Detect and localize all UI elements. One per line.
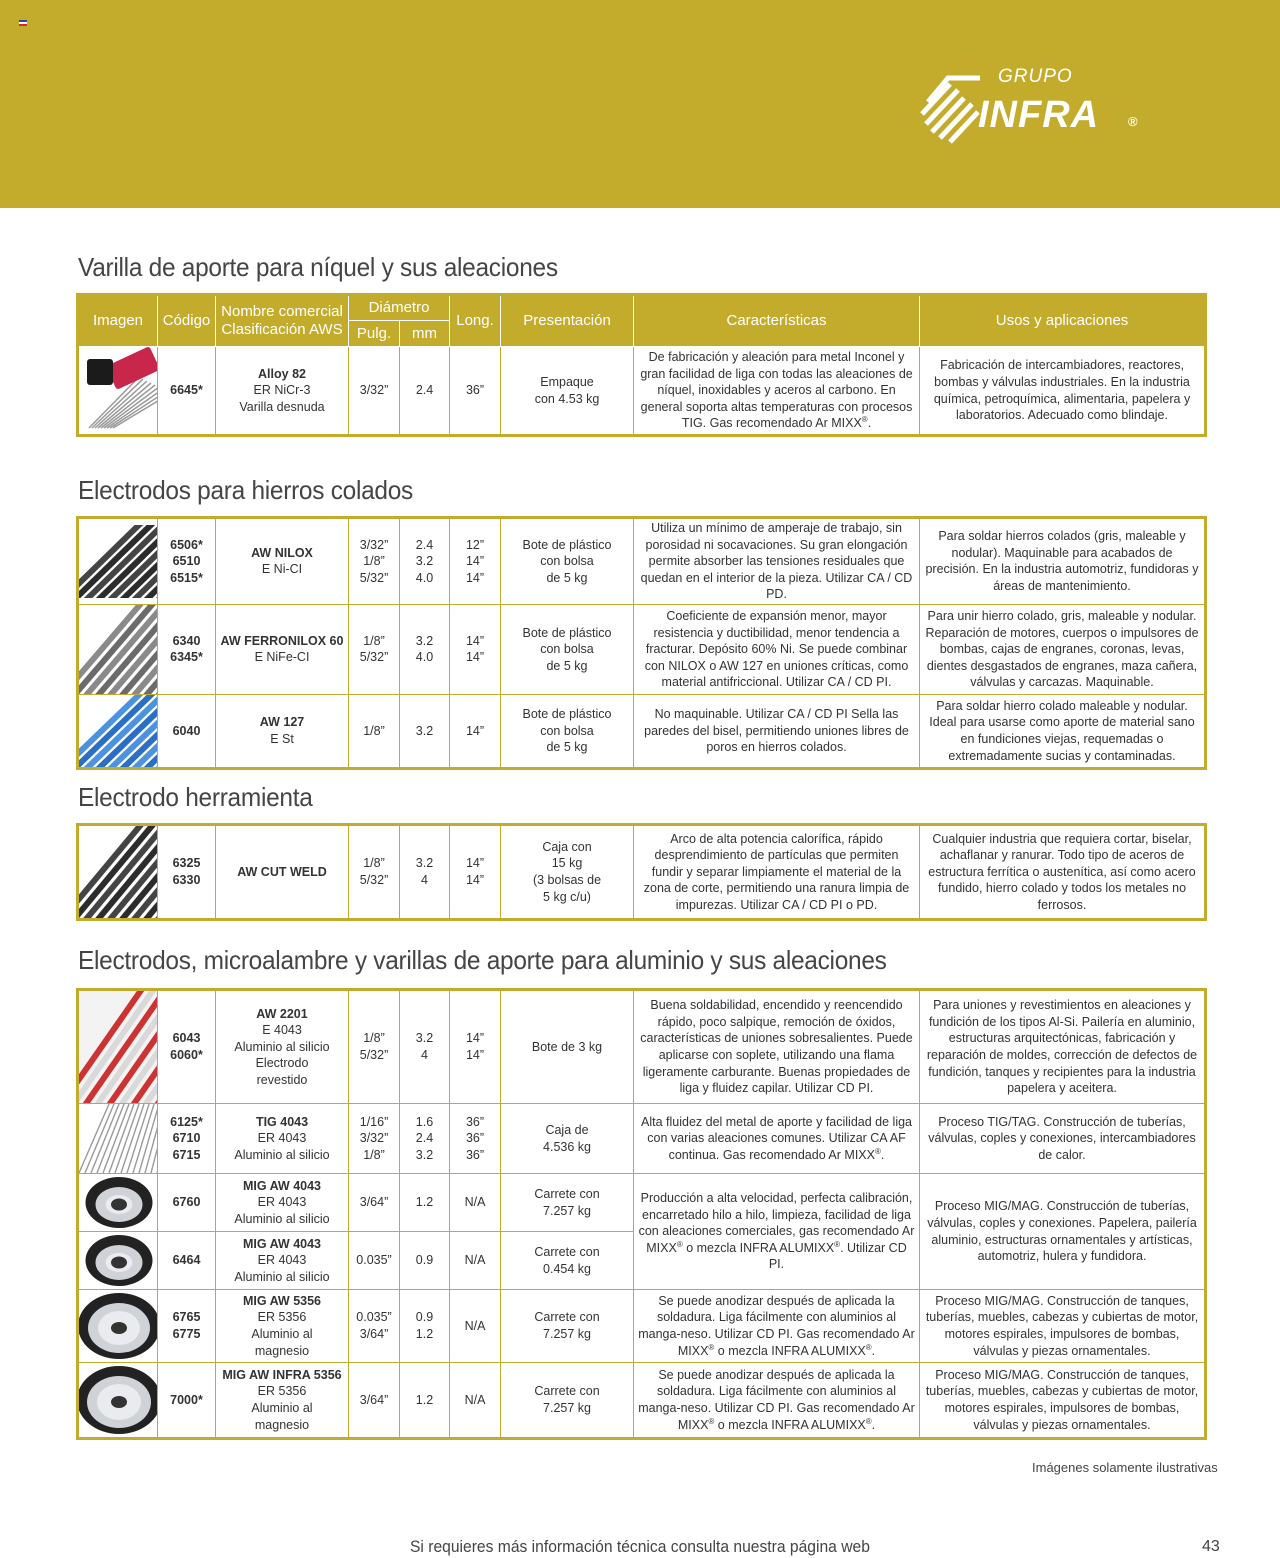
product-image [78,1290,158,1363]
product-image [78,1363,158,1439]
length: N/A [450,1363,501,1439]
presentation: Bote de plástico con bolsa de 5 kg [501,518,634,605]
diameter-pulg: 1/8” [349,694,400,768]
features: De fabricación y aleación para metal Inconel y gran facilidad de liga con todas las aleaciones de níquel, inoxidables y aceros al carbono. En general soporta altas temperaturas con procesos TIG. Gas recomendado Ar MIXX®. [634,347,920,436]
logo-infra-text: INFRA [978,94,1100,136]
product-name: AW FERRONILOX 60 E NiFe-CI [216,604,349,694]
diameter-pulg: 1/16” 3/32” 1/8” [349,1104,400,1174]
length: 14” 14” [450,604,501,694]
diameter-pulg: 1/8” 5/32” [349,990,400,1104]
header-long: Long. [450,295,501,347]
product-image [78,1232,158,1290]
features: Alta fluidez del metal de aporte y facilidad de liga con varias aleaciones comunes. Utilizar CA AF continua. Gas recomendado Ar MIXX®. [634,1104,920,1174]
presentation: Bote de plástico con bolsa de 5 kg [501,604,634,694]
header-usos: Usos y aplicaciones [920,295,1206,347]
header-mm: mm [400,321,450,347]
header-imagen: Imagen [78,295,158,347]
uses: Para soldar hierros colados (gris, maleable y nodular). Maquinable para acabados de precisión. En la industria automotriz, fundidoras y áreas de mantenimiento. [920,518,1206,605]
uses: Proceso MIG/MAG. Construcción de tanques, tuberías, muebles, cabezas y cubiertas de motor, motores espirales, impulsores de bombas, válvulas y piezas ornamentales. [920,1363,1206,1439]
uses: Proceso MIG/MAG. Construcción de tanques, tuberías, muebles, cabezas y cubiertas de motor, motores espirales, impulsores de bombas, válvulas y piezas ornamentales. [920,1290,1206,1363]
product-image [78,518,158,605]
length: 12” 14” 14” [450,518,501,605]
diameter-pulg: 3/32” [349,347,400,436]
language-flag-icon[interactable] [19,20,27,26]
product-name: AW 127 E St [216,694,349,768]
page-number: 43 [1202,1538,1220,1555]
product-name: MIG AW INFRA 5356 ER 5356 Aluminio al magnesio [216,1363,349,1439]
length: 14” 14” [450,825,501,920]
table-row [78,604,1206,694]
table-row [78,1174,1206,1232]
presentation: Bote de plástico con bolsa de 5 kg [501,694,634,768]
presentation: Empaque con 4.53 kg [501,347,634,436]
length: N/A [450,1232,501,1290]
diameter-pulg: 3/64” [349,1363,400,1439]
diameter-mm: 0.9 [400,1232,450,1290]
uses: Proceso TIG/TAG. Construcción de tuberías, válvulas, coples y conexiones, intercambiadores de calor. [920,1104,1206,1174]
product-name: AW 2201 E 4043 Aluminio al silicio Electrodo revestido [216,990,349,1104]
product-codes: 6760 [158,1174,216,1232]
features: Se puede anodizar después de aplicada la soldadura. Liga fácilmente con aluminios al manga-neso. Utilizar CD PI. Gas recomendado Ar MIXX® o mezcla INFRA ALUMIXX®. [634,1363,920,1439]
product-image [78,1104,158,1174]
presentation: Carrete con 0.454 kg [501,1232,634,1290]
product-name: MIG AW 4043 ER 4043 Aluminio al silicio [216,1232,349,1290]
length: 36” 36” 36” [450,1104,501,1174]
header-nombre: Nombre comercial Clasificación AWS [216,295,349,347]
aluminum-table [76,988,1207,1440]
features: Arco de alta potencia calorífica, rápido desprendimiento de partículas que permiten fundir y separar limpiamente el material de la zona de corte, permitiendo una ranura limpia de impurezas. Utilizar CA / CD PI o PD. [634,825,920,920]
diameter-mm: 3.2 [400,694,450,768]
product-codes: 6043 6060* [158,990,216,1104]
product-codes: 6506* 6510 6515* [158,518,216,605]
product-name: AW NILOX E Ni-CI [216,518,349,605]
diameter-mm: 1.2 [400,1363,450,1439]
table-row [78,1104,1206,1174]
diameter-mm: 3.2 4 [400,990,450,1104]
header-codigo: Código [158,295,216,347]
table-row [78,1290,1206,1363]
product-codes: 6340 6345* [158,604,216,694]
product-name: MIG AW 4043 ER 4043 Aluminio al silicio [216,1174,349,1232]
features: Producción a alta velocidad, perfecta calibración, encarretado hilo a hilo, limpieza, facilidad de liga con aleaciones comerciales, gas recomendado Ar MIXX® o mezcla INFRA ALUMIXX®. Utilizar CD PI. [634,1174,920,1290]
table-row [78,518,1206,605]
length: N/A [450,1174,501,1232]
logo-registered-mark: ® [1128,114,1138,129]
uses: Cualquier industria que requiera cortar, biselar, achaflanar y ranurar. Todo tipo de aceros de estructura ferrítica o austenítica, así como acero fundido, hierro colado y todos los metales no ferrosos. [920,825,1206,920]
features: Utiliza un mínimo de amperaje de trabajo, sin porosidad ni socavaciones. Su gran elongación permite absorber las tensiones residuales que quedan en el interior de la pieza. Utilizar CA / CD PD. [634,518,920,605]
product-codes: 6645* [158,347,216,436]
uses: Fabricación de intercambiadores, reactores, bombas y válvulas industriales. En la industria química, petroquímica, alimentaria, papelera y laboratorios. Adecuado como blindaje. [920,347,1206,436]
diameter-mm: 3.2 4 [400,825,450,920]
features: Se puede anodizar después de aplicada la soldadura. Liga fácilmente con aluminios al manga-neso. Utilizar CD PI. Gas recomendado Ar MIXX® o mezcla INFRA ALUMIXX®. [634,1290,920,1363]
footer-text: Si requieres más información técnica consulta nuestra página web [410,1537,870,1556]
diameter-mm: 1.2 [400,1174,450,1232]
table-row [78,347,1206,436]
table-row [78,1363,1206,1439]
product-image [78,347,158,436]
section-title-aluminum: Electrodos, microalambre y varillas de aporte para aluminio y sus aleaciones [78,945,887,975]
diameter-pulg: 1/8” 5/32” [349,825,400,920]
uses: Para uniones y revestimientos en aleaciones y fundición de los tipos Al-Si. Pailería en aluminio, estructuras arquitectónicas, fabricación y reparación de moldes, corrección de defectos de fundición, tanques y recipientes para la industria papelera y aceitera. [920,990,1206,1104]
nickel-table [76,293,1207,437]
table-row [78,990,1206,1104]
product-image [78,604,158,694]
product-name: AW CUT WELD [216,825,349,920]
diameter-mm: 1.6 2.4 3.2 [400,1104,450,1174]
table-row [78,825,1206,920]
product-codes: 6040 [158,694,216,768]
presentation: Carrete con 7.257 kg [501,1174,634,1232]
product-codes: 6765 6775 [158,1290,216,1363]
header-pulg: Pulg. [349,321,400,347]
product-image [78,990,158,1104]
product-codes: 6325 6330 [158,825,216,920]
uses: Proceso MIG/MAG. Construcción de tuberías, válvulas, coples y conexiones. Papelera, pailería aluminio, estructuras ornamentales y artísticas, automotriz, hulera y fundidora. [920,1174,1206,1290]
section-title-nickel: Varilla de aporte para níquel y sus aleaciones [78,252,558,282]
length: 14” 14” [450,990,501,1104]
product-image [78,825,158,920]
presentation: Bote de 3 kg [501,990,634,1104]
header-diametro: Diámetro [349,295,450,321]
footnote: Imágenes solamente ilustrativas [1032,1460,1218,1475]
product-codes: 6125* 6710 6715 [158,1104,216,1174]
tool-electrode-table [76,823,1207,921]
product-image [78,694,158,768]
product-image [78,1174,158,1232]
product-name: Alloy 82 ER NiCr-3 Varilla desnuda [216,347,349,436]
presentation: Carrete con 7.257 kg [501,1363,634,1439]
features: Buena soldabilidad, encendido y reencendido rápido, poco salpique, remoción de óxidos, características de uniones sobresalientes. Puede aplicarse con soplete, utilizando una flama ligeramente carburante. Buenas propiedades de liga y fluidez capilar. Utilizar CD PI. [634,990,920,1104]
product-name: TIG 4043 ER 4043 Aluminio al silicio [216,1104,349,1174]
diameter-pulg: 3/64” [349,1174,400,1232]
table-row [78,694,1206,768]
section-title-tool-electrode: Electrodo herramienta [78,782,313,812]
length: N/A [450,1290,501,1363]
diameter-mm: 0.9 1.2 [400,1290,450,1363]
header-caracteristicas: Características [634,295,920,347]
presentation: Caja con 15 kg (3 bolsas de 5 kg c/u) [501,825,634,920]
diameter-mm: 3.2 4.0 [400,604,450,694]
diameter-mm: 2.4 3.2 4.0 [400,518,450,605]
product-codes: 7000* [158,1363,216,1439]
section-title-cast-iron: Electrodos para hierros colados [78,475,413,505]
presentation: Caja de 4.536 kg [501,1104,634,1174]
diameter-mm: 2.4 [400,347,450,436]
length: 14” [450,694,501,768]
diameter-pulg: 3/32” 1/8” 5/32” [349,518,400,605]
header-presentacion: Presentación [501,295,634,347]
product-name: MIG AW 5356 ER 5356 Aluminio al magnesio [216,1290,349,1363]
cast-iron-table [76,516,1207,770]
diameter-pulg: 0.035” [349,1232,400,1290]
uses: Para soldar hierro colado maleable y nodular. Ideal para usarse como aporte de material sano en fundiciones viejas, requemadas o extremadamente sucias y contaminadas. [920,694,1206,768]
uses: Para unir hierro colado, gris, maleable y nodular. Reparación de motores, cuerpos o impulsores de bombas, cajas de engranes, coronas, levas, dientes desgastados de engranes, maza cañera, válvulas y carcazas. Maquinable. [920,604,1206,694]
infra-logo [918,66,1148,142]
diameter-pulg: 1/8” 5/32” [349,604,400,694]
diameter-pulg: 0.035” 3/64” [349,1290,400,1363]
presentation: Carrete con 7.257 kg [501,1290,634,1363]
features: No maquinable. Utilizar CA / CD PI Sella las paredes del bisel, permitiendo uniones libres de poros en hierros colados. [634,694,920,768]
product-codes: 6464 [158,1232,216,1290]
length: 36” [450,347,501,436]
logo-grupo-text: GRUPO [998,66,1073,87]
features: Coeficiente de expansión menor, mayor resistencia y ductibilidad, menor tendencia a fracturar. Depósito 60% Ni. Se puede combinar con NILOX o AW 127 en uniones críticas, como material antifriccional. Utilizar CA / CD PI. [634,604,920,694]
